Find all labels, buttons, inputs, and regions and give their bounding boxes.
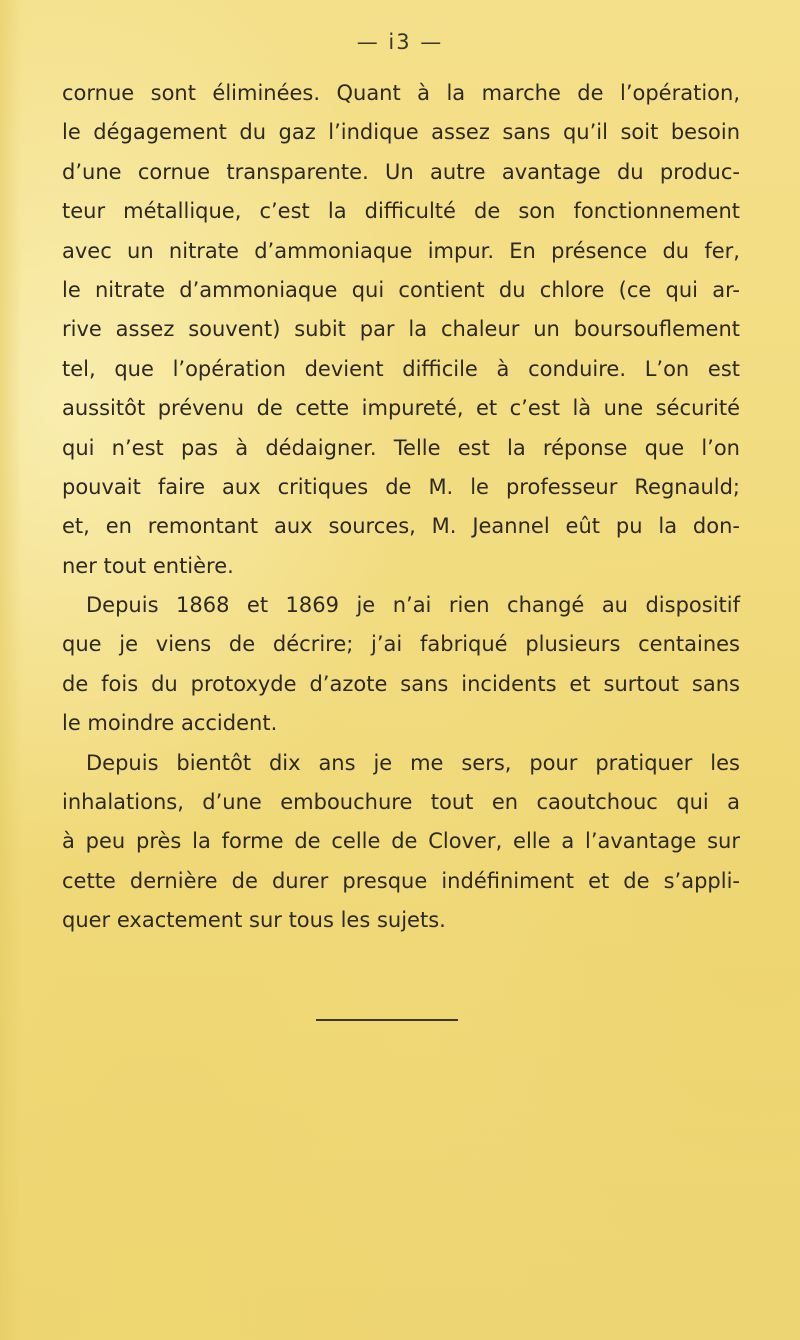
page-edge-shading [0,0,22,1340]
paragraph-3 [62,744,740,941]
text-line: et, en remontant aux sources, M. Jeannel eût pu la don- [62,514,740,539]
text-line: que je viens de décrire; j’ai fabriqué plusieurs centaines [62,632,740,657]
body-text [62,74,740,941]
text-line: d’une cornue transparente. Un autre avantage du produc- [62,159,740,184]
text-line: cette dernière de durer presque indéfiniment et de s’appli- [62,868,740,893]
text-line: rive assez souvent) subit par la chaleur un boursouflement [62,317,740,342]
text-line: aussitôt prévenu de cette impureté, et c’est là une sécurité [62,396,740,421]
text-line: le moindre accident. [62,711,278,736]
page-number: — i3 — [356,30,444,54]
text-line: de fois du protoxyde d’azote sans incidents et surtout sans [62,671,740,696]
text-line: le dégagement du gaz l’indique assez sans qu’il soit besoin [62,120,740,145]
text-line: ner tout entière. [62,553,234,578]
text-line: tel, que l’opération devient difficile à conduire. L’on est [62,356,740,381]
text-line: avec un nitrate d’ammoniaque impur. En présence du fer, [62,238,740,263]
text-line: à peu près la forme de celle de Clover, elle a l’avantage sur [62,829,740,854]
text-line: Depuis 1868 et 1869 je n’ai rien changé au dispositif [86,593,740,618]
text-line: cornue sont éliminées. Quant à la marche de l’opération, [62,81,740,105]
text-line: teur métallique, c’est la difficulté de son fonctionnement [62,199,740,224]
text-line: Depuis bientôt dix ans je me sers, pour pratiquer les [86,750,740,775]
paragraph-2 [62,586,740,744]
text-line: quer exactement sur tous les sujets. [62,908,446,933]
text-line: qui n’est pas à dédaigner. Telle est la réponse que l’on [62,435,740,460]
text-line: pouvait faire aux critiques de M. le professeur Regnauld; [62,474,740,499]
text-line: le nitrate d’ammoniaque qui contient du chlore (ce qui ar- [62,277,740,302]
paragraph-1 [62,74,740,586]
section-divider-rule [316,1019,458,1021]
text-line: inhalations, d’une embouchure tout en caoutchouc qui a [62,790,740,815]
